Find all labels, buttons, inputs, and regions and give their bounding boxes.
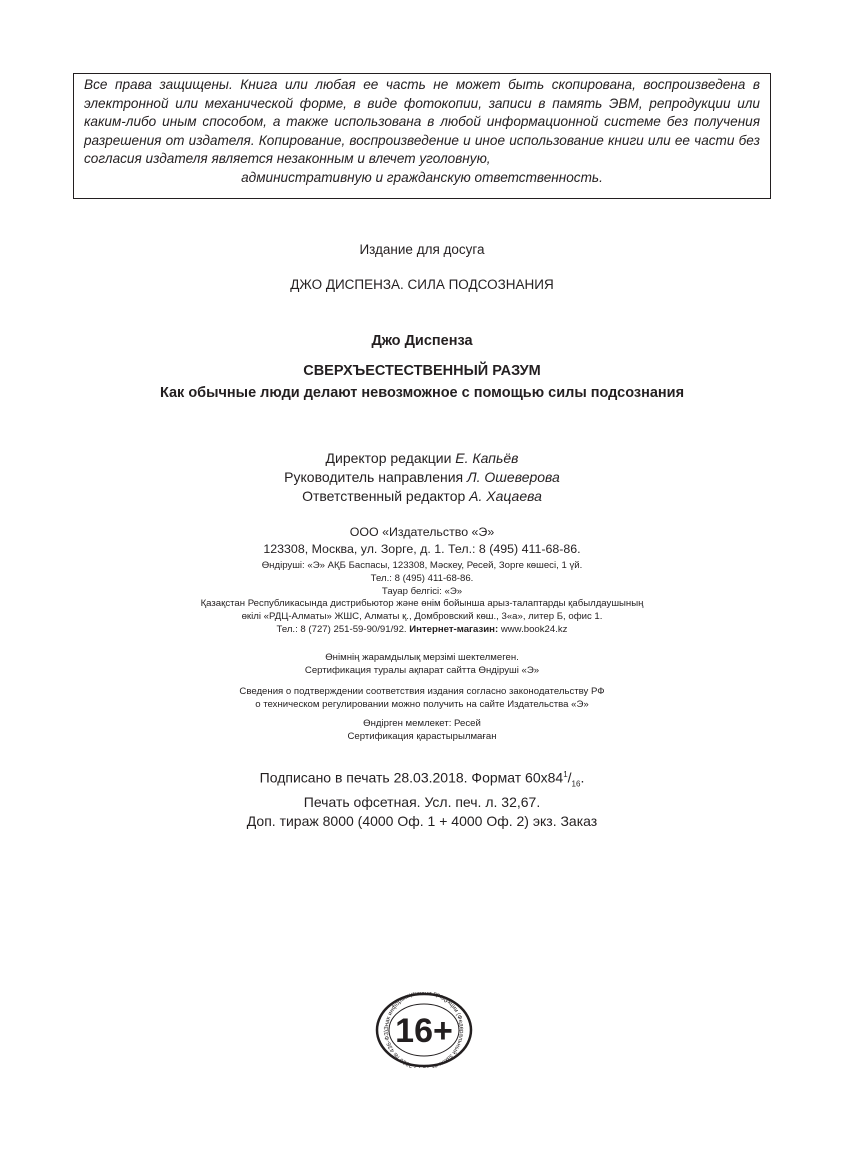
book-author: Джо Диспенза: [371, 333, 473, 349]
credit-head: Руководитель направления Л. Ошеверова: [284, 469, 560, 485]
age-rating-value: 16+: [395, 1012, 453, 1050]
publisher-info: [0, 524, 844, 558]
book-subtitle: Как обычные люди делают невозможное с помощью силы подсознания: [159, 385, 685, 401]
mfr-line: өкілі «РДЦ-Алматы» ЖШС, Алматы қ., Домбровский көш., 3«а», литер Б, офис 1.: [241, 611, 603, 623]
manufacturer-kz-block: [0, 560, 844, 637]
age-rating-badge: [372, 992, 476, 1068]
series-name: ДЖО ДИСПЕНЗА. СИЛА ПОДСОЗНАНИЯ: [290, 277, 554, 292]
publisher-name: ООО «Издательство «Э»: [349, 525, 495, 539]
shop-url: www.book24.kz: [500, 623, 568, 635]
book-title: СВЕРХЪЕСТЕСТВЕННЫЙ РАЗУМ: [303, 363, 541, 379]
print-run-line: Доп. тираж 8000 (4000 Оф. 1 + 4000 Оф. 2) экз. Заказ: [246, 813, 598, 830]
mfr-line: Тауар белгісі: «Э»: [381, 585, 463, 597]
shop-label: Интернет-магазин:: [409, 623, 499, 635]
country-block: Өндірген мемлекет: Ресей Сертификация қарастырылмаған: [347, 718, 497, 742]
rights-notice-box: [73, 73, 771, 199]
age-rating-icon: [372, 992, 476, 1068]
editorial-credits: [0, 449, 844, 506]
rights-notice-body: Все права защищены. Книга или любая ее часть не может быть скопирована, воспроизведена в электронной или механической форме, в виде фотокопии, записи в память ЭВМ, репродукции или каким-либо иным способом, а также использована в любой информационной системе без получения разрешения от издателя. Копирование, воспроизведение и иное использование книги или ее части без согласия издателя является незаконным и влечет уголовную,: [84, 77, 760, 167]
publisher-address: 123308, Москва, ул. Зорге, д. 1. Тел.: 8 (495) 411-68-86.: [263, 542, 581, 556]
print-method-line: Печать офсетная. Усл. печ. л. 32,67.: [303, 794, 541, 811]
mfr-line: Өндіруші: «Э» АҚБ Баспасы, 123308, Мәскеу, Ресей, Зорге көшесі, 1 үй.: [261, 560, 583, 571]
print-info: [0, 765, 844, 831]
mfr-line: Тел.: 8 (727) 251-59-90/91/92. Интернет-магазин: www.book24.kz: [276, 623, 568, 635]
conformity-block: Сведения о подтверждении соответствия издания согласно законодательству РФ о техническом регулировании можно получить на сайте Издательства «Э»: [239, 686, 605, 710]
credit-editor: Ответственный редактор А. Хацаева: [302, 488, 542, 504]
rights-notice-text: [84, 76, 760, 188]
rights-notice-last-line: административную и гражданскую ответственность.: [241, 169, 603, 185]
mfr-line: Қазақстан Республикасында дистрибьютор және өнім бойынша арыз-талаптарды қабылдаушының: [200, 598, 644, 610]
shelf-life-block: Өнімнің жарамдылық мерзімі шектелмеген. Сертификация туралы ақпарат сайтта Өндіруші «Э»: [304, 652, 540, 676]
age-badge-ring-text: Знак информационной продукции (Федеральный закон от 29.12.2010 № 436-ФЗ): [383, 992, 465, 1068]
credit-director: Директор редакции Е. Капьёв: [325, 450, 519, 466]
mfr-line: Тел.: 8 (495) 411-68-86.: [370, 572, 474, 584]
print-format-line: Подписано в печать 28.03.2018. Формат $60x84^1/_{16}$.: [259, 769, 585, 789]
edition-type: Издание для досуга: [359, 242, 485, 257]
